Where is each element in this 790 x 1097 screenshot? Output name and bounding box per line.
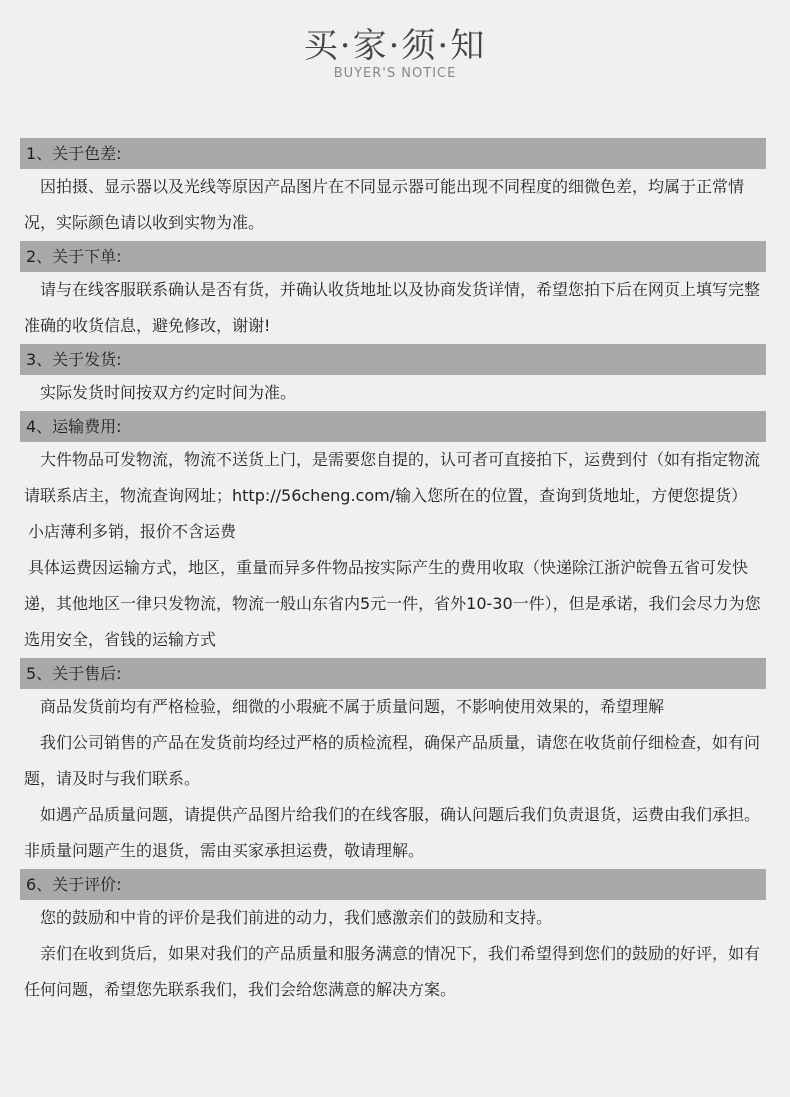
page-subtitle: BUYER'S NOTICE (333, 66, 457, 81)
section-reviews (0, 869, 790, 1008)
section-paragraph: 我们公司销售的产品在发货前均经过严格的质检流程，确保产品质量，请您在收货前仔细检查，如有问题，请及时与我们联系。 (24, 733, 761, 788)
page-title: 买·家·须·知 (303, 26, 487, 66)
section-shipping (0, 344, 790, 411)
section-paragraph: 请与在线客服联系确认是否有货，并确认收货地址以及协商发货详情，希望您拍下后在网页上填写完整准确的收货信息，避免修改，谢谢! (24, 280, 761, 335)
section-paragraph: 您的鼓励和中肯的评价是我们前进的动力，我们感激亲们的鼓励和支持。 (40, 908, 553, 927)
section-color-difference (0, 138, 790, 241)
section-paragraph: 如遇产品质量问题，请提供产品图片给我们的在线客服，确认问题后我们负责退货，运费由我们承担。非质量问题产生的退货，需由买家承担运费，敬请理解。 (24, 805, 761, 860)
section-heading: 3、关于发货: (20, 344, 766, 375)
section-heading: 1、关于色差: (20, 138, 766, 169)
section-paragraph: 具体运费因运输方式，地区，重量而异多件物品按实际产生的费用收取（快递除江浙沪皖鲁五省可发快递，其他地区一律只发物流，物流一般山东省内5元一件，省外10-30一件），但是承诺，我们会尽力为您选用安全，省钱的运输方式 (24, 558, 761, 649)
section-shipping-fees (0, 411, 790, 658)
section-paragraph: 亲们在收到货后，如果对我们的产品质量和服务满意的情况下，我们希望得到您们的鼓励的好评，如有任何问题，希望您先联系我们，我们会给您满意的解决方案。 (24, 944, 761, 999)
section-heading: 2、关于下单: (20, 241, 766, 272)
section-paragraph: 大件物品可发物流，物流不送货上门，是需要您自提的，认可者可直接拍下，运费到付（如有指定物流请联系店主，物流查询网址；http://56cheng.com/输入您所在的位置，查询到货地址，方便您提货） (24, 450, 761, 505)
section-paragraph: 小店薄利多销，报价不含运费 (28, 522, 237, 541)
section-paragraph: 商品发货前均有严格检验，细微的小瑕疵不属于质量问题，不影响使用效果的，希望理解 (40, 697, 665, 716)
section-paragraph: 因拍摄、显示器以及光线等原因产品图片在不同显示器可能出现不同程度的细微色差，均属于正常情况，实际颜色请以收到实物为准。 (24, 177, 745, 232)
section-after-sales (0, 658, 790, 869)
section-heading: 6、关于评价: (20, 869, 766, 900)
notice-header (0, 0, 790, 138)
section-ordering (0, 241, 790, 344)
section-paragraph: 实际发货时间按双方约定时间为准。 (40, 383, 297, 402)
section-heading: 5、关于售后: (20, 658, 766, 689)
section-heading: 4、运输费用: (20, 411, 766, 442)
